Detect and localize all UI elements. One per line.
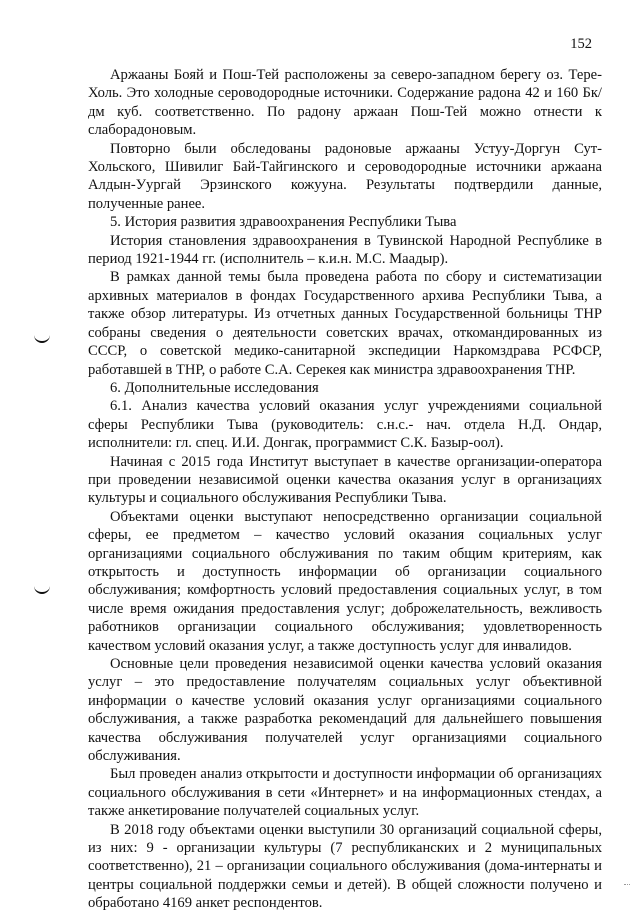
section-heading: 6. Дополнительные исследования bbox=[110, 379, 319, 396]
paragraph: Объектами оценки выступают непосредственно организации социальной сферы, ее предметом – качество условий оказания социальных услуг организациями социального обслуживания по таким общим критериям, как открытость и доступность информации об организации социального обслуживания; комфортность условий предоставления социальных услуг, в том числе время ожидания предоставления услуг; доброжелательность, вежливость работников организации социального обслуживания; удовлетворенность качеством условий оказания услуг, а также доступность услуг для инвалидов. bbox=[88, 508, 602, 654]
paragraph: Основные цели проведения независимой оценки качества условий оказания услуг – это предоставление получателям социальных услуг объективной информации о качестве условий оказания услуг организациями социального обслуживания, а также разработка рекомендаций для дальнейшего повышения качества обслуживания получателей услуг организациями социального обслуживания. bbox=[88, 656, 602, 765]
paragraph: В 2018 году объектами оценки выступили 30 организаций социальной сферы, из них: 9 - организации культуры (7 республиканских и 2 муниципальных соответственно), 21 – организации социального обслуживания (дома-интернаты и центры социальной поддержки семьи и детей). В общей сложности получено и обработано 4169 анкет респондентов. bbox=[88, 821, 602, 912]
paragraph: Аржааны Бояй и Пош-Тей расположены за северо-западном берегу оз. Тере-Холь. Это холодные сероводородные источники. Содержание радона 42 и 160 Бк/дм куб. соответственно. По радону аржаан Пош-Тей можно отнести к слаборадоновым. bbox=[88, 67, 602, 139]
section-heading: 5. История развития здравоохранения Республики Тыва bbox=[110, 214, 457, 231]
document-body bbox=[88, 66, 602, 913]
paragraph: Начиная с 2015 года Институт выступает в качестве организации-оператора при проведении независимой оценки качества оказания услуг в организациях культуры и социального обслуживания Республики Тыва. bbox=[88, 453, 602, 507]
scan-artifact bbox=[624, 884, 630, 888]
margin-pencil-mark bbox=[34, 586, 50, 594]
page-number: 152 bbox=[570, 36, 592, 52]
paragraph: Был проведен анализ открытости и доступности информации об организациях социального обслуживания в сети «Интернет» и на информационных стендах, а также анкетирование получателей социальных услуг. bbox=[88, 766, 602, 820]
margin-pencil-mark bbox=[34, 335, 50, 343]
paragraph: История становления здравоохранения в Тувинской Народной Республике в период 1921-1944 гг. (исполнитель – к.и.н. М.С. Маадыр). bbox=[88, 232, 602, 268]
paragraph: В рамках данной темы была проведена работа по сбору и систематизации архивных материалов в фондах Государственного архива Республики Тыва, а также обзор литературы. Из отчетных данных Государственной больницы ТНР собраны сведения о деятельности советских врачах, откомандированных из СССР, о советской медико-санитарной экспедиции Наркомздрава РСФСР, работавшей в ТНР, о работе С.А. Серекея как министра здравоохранения ТНР. bbox=[88, 269, 602, 378]
paragraph: 6.1. Анализ качества условий оказания услуг учреждениями социальной сферы Республики Тыва (руководитель: с.н.с.- нач. отдела Н.Д. Ондар, исполнители: гл. спец. И.И. Донгак, программист С.К. Базыр-оол). bbox=[88, 398, 602, 452]
paragraph: Повторно были обследованы радоновые аржааны Устуу-Доргун Сут-Хольского, Шивилиг Бай-Тайгинского и сероводородные источники аржаана Алдын-Уургай Эрзинского кожууна. Результаты подтвердили данные, полученные ранее. bbox=[88, 140, 602, 212]
